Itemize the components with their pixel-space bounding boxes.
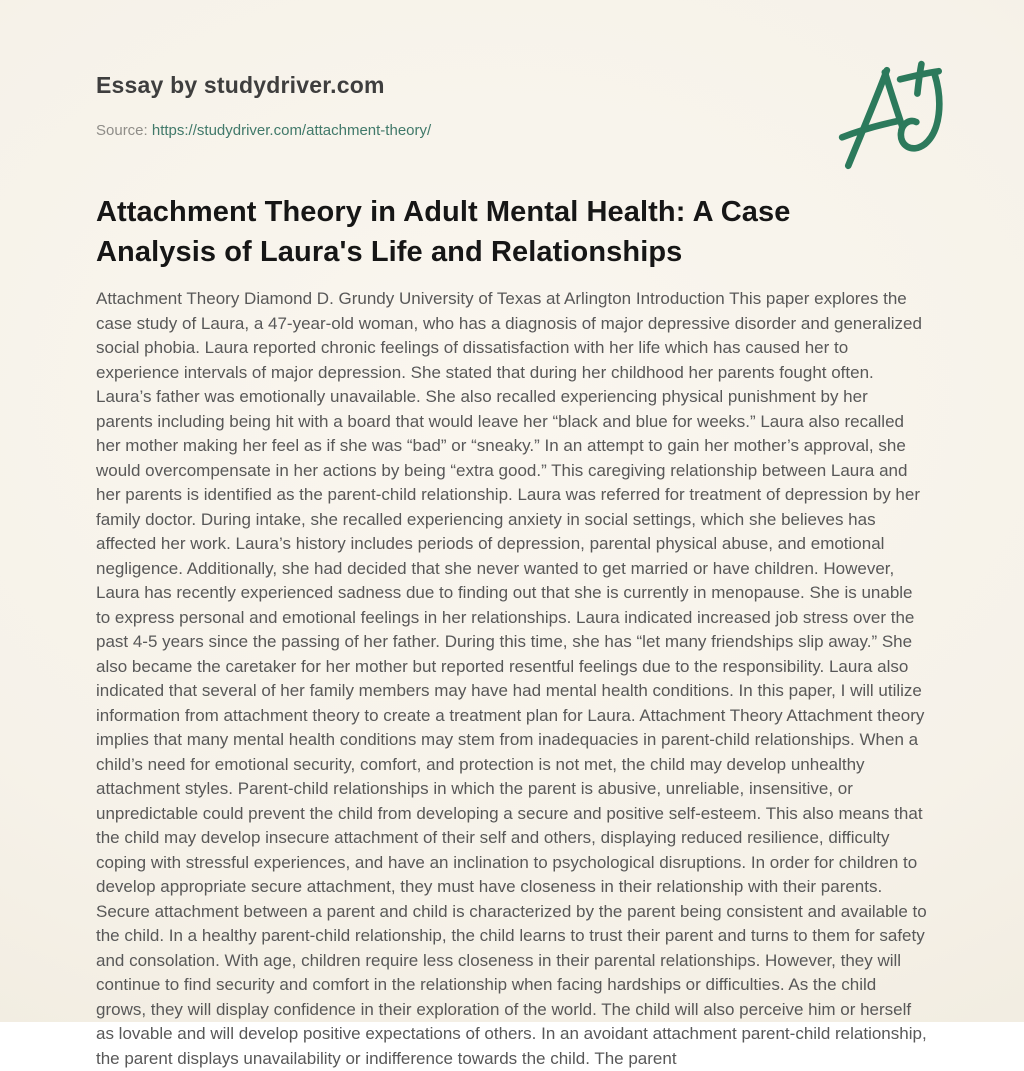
- source-link[interactable]: https://studydriver.com/attachment-theory/: [151, 122, 432, 139]
- source-label: Source:: [96, 122, 148, 139]
- essay-body: Attachment Theory Diamond D. Grundy University of Texas at Arlington Introduction This paper explores the case study of Laura, a 47-year-old woman, who has a diagnosis of major depressive disorder and generalized social phobia. Laura reported chronic feelings of dissatisfaction with her life which has caused her to experience intervals of major depression. She stated that during her childhood her parents fought often. Laura’s father was emotionally unavailable. She also recalled experiencing physical punishment by her parents including being hit with a board that would leave her “black and blue for weeks.” Laura also recalled her mother making her feel as if she was “bad” or “sneaky.” In an attempt to gain her mother’s approval, she would overcompensate in her actions by being “extra good.” This caregiving relationship between Laura and her parents is identified as the parent-child relationship. Laura was referred for treatment of depression by her family doctor. During intake, she recalled experiencing anxiety in social settings, which she believes has affected her work. Laura’s history includes periods of depression, parental physical abuse, and emotional negligence. Additionally, she had decided that she never wanted to get married or have children. However, Laura has recently experienced sadness due to finding out that she is currently in menopause. She is unable to express personal and emotional feelings in her relationships. Laura indicated increased job stress over the past 4-5 years since the passing of her father. During this time, she has “let many friendships slip away.” She also became the caretaker for her mother but reported resentful feelings due to the responsibility. Laura also indicated that several of her family members may have had mental health conditions. In this paper, I will utilize information from attachment theory to create a treatment plan for Laura. Attachment Theory Attachment theory implies that many mental health conditions may stem from inadequacies in parent-child relationships. When a child’s need for emotional security, comfort, and protection is not met, the child may develop unhealthy attachment styles. Parent-child relationships in which the parent is abusive, unreliable, insensitive, or unpredictable could prevent the child from developing a secure and positive self-esteem. This also means that the child may develop insecure attachment of their self and others, displaying reduced resilience, difficulty coping with stressful experiences, and have an inclination to psychological disruptions. In order for children to develop appropriate secure attachment, they must have closeness in their relationship with their parents. Secure attachment between a parent and child is characterized by the parent being consistent and available to the child. In a healthy parent-child relationship, the child learns to trust their parent and turns to them for safety and consolation. With age, children require less closeness in their parental relationships. However, they will continue to find security and comfort in the relationship when facing hardships or difficulties. As the child grows, they will display confidence in their exploration of the world. The child will also perceive him or herself as lovable and will develop positive expectations of others. In an avoidant attachment parent-child relationship, the parent displays unavailability or indifference towards the child. The parent: [96, 289, 927, 1068]
- studydriver-logo: [834, 58, 956, 180]
- a-plus-icon: [834, 58, 956, 180]
- essay-title: Attachment Theory in Adult Mental Health: A Case Analysis of Laura's Life and Relationships: [96, 196, 791, 268]
- source-line: [96, 122, 431, 139]
- essay-byline: Essay by studydriver.com: [96, 72, 385, 98]
